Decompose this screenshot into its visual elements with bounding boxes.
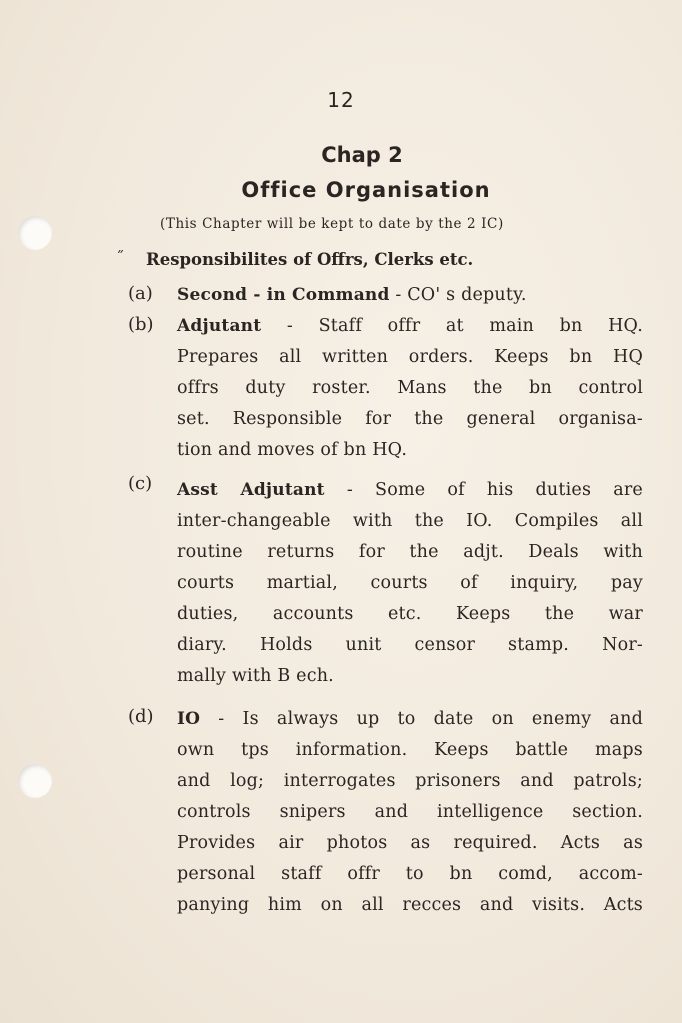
item-c-line-2: inter-changeable with the IO. Compiles all xyxy=(177,511,643,531)
chapter-number: Chap 2 xyxy=(321,143,403,167)
item-c-line-6: diary. Holds unit censor stamp. Nor- xyxy=(177,635,643,655)
chapter-title: Office Organisation xyxy=(241,178,491,202)
item-b-line-4: set. Responsible for the general organisa- xyxy=(177,409,643,429)
item-c-body xyxy=(177,475,643,692)
item-d-line-5: Provides air photos as required. Acts as xyxy=(177,833,643,853)
item-c-line-5: duties, accounts etc. Keeps the war xyxy=(177,604,643,624)
item-d-line-6: personal staff offr to bn comd, accom- xyxy=(177,864,643,884)
section-heading: Responsibilites of Offrs, Clerks etc. xyxy=(146,250,474,269)
punch-hole-bottom xyxy=(18,764,52,798)
item-c-line-3: routine returns for the adjt. Deals with xyxy=(177,542,643,562)
chapter-note: (This Chapter will be kept to date by the 2 IC) xyxy=(160,216,504,232)
item-d-line-2: own tps information. Keeps battle maps xyxy=(177,740,643,760)
item-d-text-1: - Is always up to date on enemy and xyxy=(200,709,643,729)
item-b-line-1 xyxy=(177,311,643,342)
item-d-label: (d) xyxy=(128,706,154,727)
item-d-body xyxy=(177,704,643,921)
item-b-label: (b) xyxy=(128,314,154,335)
item-b-term: Adjutant xyxy=(177,316,262,336)
page-number: 12 xyxy=(327,88,355,112)
item-c-text-1: - Some of his duties are xyxy=(324,480,643,500)
item-d-line-4: controls snipers and intelligence section. xyxy=(177,802,643,822)
item-c-line-1 xyxy=(177,475,643,506)
item-b-line-5: tion and moves of bn HQ. xyxy=(177,440,408,460)
item-a-body xyxy=(177,280,643,311)
item-b-body xyxy=(177,311,643,466)
item-b-text-1: - Staff offr at main bn HQ. xyxy=(261,316,643,336)
item-a-label: (a) xyxy=(128,283,153,304)
item-d-line-7: panying him on all recces and visits. Acts xyxy=(177,895,643,915)
item-b-line-3: offrs duty roster. Mans the bn control xyxy=(177,378,643,398)
item-c-line-7: mally with B ech. xyxy=(177,666,334,686)
item-a-text-1: - CO' s deputy. xyxy=(389,285,527,305)
item-b-line-2: Prepares all written orders. Keeps bn HQ xyxy=(177,347,643,367)
item-c-label: (c) xyxy=(128,473,153,494)
punch-hole-top xyxy=(18,216,52,250)
section-mark: ˝ xyxy=(116,248,124,267)
item-d-line-3: and log; interrogates prisoners and patrols; xyxy=(177,771,643,791)
item-d-term: IO xyxy=(177,709,201,729)
item-c-term: Asst Adjutant xyxy=(177,480,325,500)
item-a-term: Second - in Command xyxy=(177,285,390,305)
item-c-line-4: courts martial, courts of inquiry, pay xyxy=(177,573,643,593)
item-d-line-1 xyxy=(177,704,643,735)
item-a-line-1 xyxy=(177,280,643,311)
